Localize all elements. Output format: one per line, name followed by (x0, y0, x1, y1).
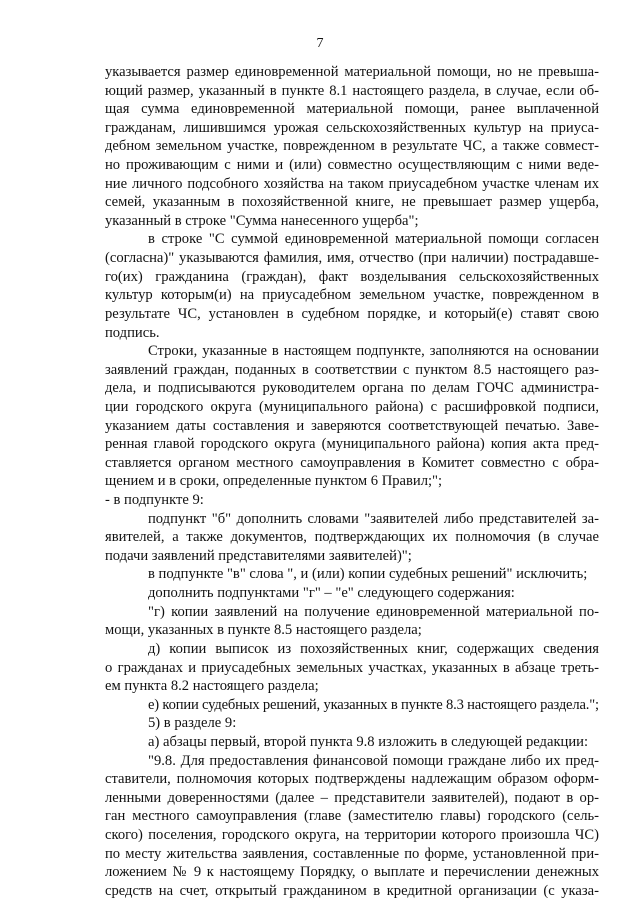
text-line: ции городского округа (муниципального района) с расшифровкой подписи, (105, 398, 599, 415)
text-line: мощи, указанных в пункте 8.5 настоящего раздела; (105, 622, 422, 639)
text-line: е) копии судебных решений, указанных в пункте 8.3 настоящего раздела."; (148, 696, 599, 713)
text-line: культур которым(и) на приусадебном земельном участке, поврежденном в (105, 287, 599, 304)
text-line: подпункт "б" дополнить словами "заявителей либо представителей за- (148, 510, 599, 527)
text-line: заявлений граждан, поданных в соответствии с пунктом 8.5 настоящего раз- (105, 361, 599, 378)
text-line: подпись. (105, 324, 160, 341)
text-line: ского) поселения, городского округа, на территории которого произошла ЧС) (105, 826, 599, 843)
text-line: указанием даты составления и заверяются соответствующей печатью. Заве- (105, 417, 599, 434)
text-line: Строки, указанные в настоящем подпункте, заполняются на основании (148, 343, 599, 360)
text-line: ложением № 9 к настоящему Порядку, о выплате и перечислении денежных (105, 864, 599, 881)
text-line: а) абзацы первый, второй пункта 9.8 изложить в следующей редакции: (148, 733, 589, 750)
text-line: в подпункте "в" слова ", и (или) копии судебных решений" исключить; (148, 566, 588, 583)
text-line: дела, и подписываются руководителем органа по делам ГОЧС администра- (105, 380, 599, 397)
text-line: ренная главой городского округа (муниципального района) копия акта пред- (105, 436, 599, 453)
text-line: но проживающим с ними и (или) совместно осуществляющим с ними веде- (105, 157, 599, 174)
text-line: 5) в разделе 9: (148, 715, 237, 732)
text-line: ставляется органом местного самоуправления в Комитет совместно с обра- (105, 454, 599, 471)
text-line: средств на счет, открытый гражданином в кредитной организации (с указа- (105, 882, 599, 899)
text-line: указанный в строке "Сумма нанесенного ущерба"; (105, 212, 419, 229)
text-line: указывается размер единовременной материальной помощи, но не превыша- (105, 64, 599, 80)
text-line: дополнить подпунктами "г" – "е" следующего содержания: (148, 585, 515, 602)
text-line: ставители, полномочия которых подтверждены надлежащим образом оформ- (105, 771, 599, 788)
text-line: ние личного подсобного хозяйства на таком приусадебном участке членам их (105, 175, 599, 192)
text-line: ган местного самоуправления (главе (заместителю главы) городского (сель- (105, 808, 599, 825)
text-line: явителей, а также документов, подтверждающих их полномочия (в случае (105, 529, 599, 546)
body-text (105, 63, 599, 900)
text-line: щением и в сроки, определенные пунктом 6 Правил;"; (105, 473, 443, 490)
text-line: го(их) гражданина (граждан), факт возделывания сельскохозяйственных (105, 268, 599, 285)
text-line: гражданам, лишившимся урожая сельскохозяйственных культур на приуса- (105, 119, 599, 136)
text-line: дебном земельном участке, поврежденном в результате ЧС, а также совмест- (105, 138, 599, 155)
text-line: щая сумма единовременной материальной помощи, ранее выплаченной (105, 101, 599, 118)
text-line: семей, указанным в похозяйственной книге, не превышает размер ущерба, (105, 194, 599, 211)
text-line: ленными доверенностями (далее – представители заявителей), подают в ор- (105, 789, 599, 806)
text-line: ем пункта 8.2 настоящего раздела; (105, 678, 319, 695)
text-line: в строке "С суммой единовременной материальной помощи согласен (148, 231, 599, 248)
page-number: 7 (316, 36, 324, 51)
text-line: (согласна)" указываются фамилия, имя, отчество (при наличии) пострадавше- (105, 250, 599, 267)
text-line: "г) копии заявлений на получение единовременной материальной по- (148, 603, 599, 620)
text-line: - в подпункте 9: (105, 492, 204, 509)
text-line: результате ЧС, установлен в судебном порядке, и который(е) ставят свою (105, 305, 599, 322)
text-line: ющий размер, указанный в пункте 8.1 настоящего раздела, в случае, если об- (105, 82, 599, 99)
text-line: о гражданах и приусадебных земельных участках, указанных в абзаце треть- (105, 659, 599, 676)
text-line: "9.8. Для предоставления финансовой помощи граждане либо их пред- (148, 752, 599, 769)
text-line: подачи заявлений представителями заявителей)"; (105, 547, 412, 564)
text-line: по месту жительства заявления, составленные по форме, установленной при- (105, 845, 599, 862)
text-line: д) копии выписок из похозяйственных книг, содержащих сведения (148, 640, 599, 657)
